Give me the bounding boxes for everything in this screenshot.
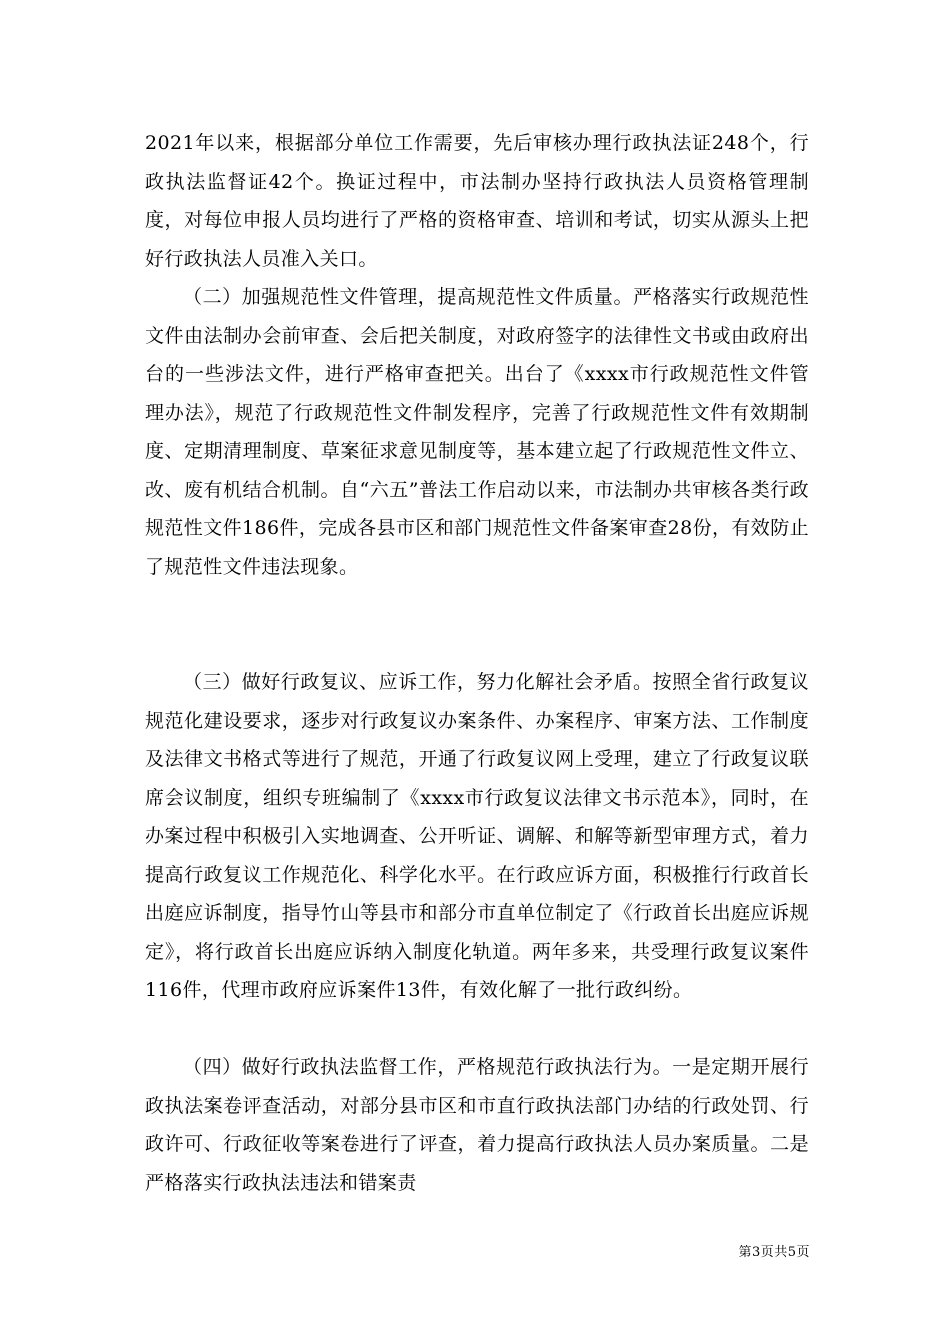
paragraph-section-2: （二）加强规范性文件管理，提高规范性文件质量。严格落实行政规范性文件由法制办会前审查、会后把关制度，对政府签字的法律性文书或由政府出台的一些涉法文件，进行严格审查把关。出台了《xxxx市行政规范性文件管理办法》，规范了行政规范性文件制发程序，完善了行政规范性文件有效期制度、定期清理制度、草案征求意见制度等，基本建立起了行政规范性文件立、改、废有机结合机制。自“六五”普法工作启动以来，市法制办共审核各类行政规范性文件186件，完成各县市区和部门规范性文件备案审查28份，有效防止了规范性文件违法现象。	[145, 286, 809, 578]
paragraph-section-3: （三）做好行政复议、应诉工作，努力化解社会矛盾。按照全省行政复议规范化建设要求，逐步对行政复议办案条件、办案程序、审案方法、工作制度及法律文书格式等进行了规范，开通了行政复议网上受理，建立了行政复议联席会议制度，组织专班编制了《xxxx市行政复议法律文书示范本》，同时，在办案过程中积极引入实地调查、公开听证、调解、和解等新型审理方式，着力提高行政复议工作规范化、科学化水平。在行政应诉方面，积极推行行政首长出庭应诉制度，指导竹山等县市和部分市直单位制定了《行政首长出庭应诉规定》，将行政首长出庭应诉纳入制度化轨道。两年多来，共受理行政复议案件116件，代理市政府应诉案件13件，有效化解了一批行政纠纷。	[145, 671, 809, 1001]
paragraph-continuation: 2021年以来，根据部分单位工作需要，先后审核办理行政执法证248个，行政执法监督证42个。换证过程中，市法制办坚持行政执法人员资格管理制度，对每位申报人员均进行了严格的资格审查、培训和考试，切实从源头上把好行政执法人员准入关口。	[145, 132, 809, 270]
paragraph-section-4: （四）做好行政执法监督工作，严格规范行政执法行为。一是定期开展行政执法案卷评查活动，对部分县市区和市直行政执法部门办结的行政处罚、行政许可、行政征收等案卷进行了评查，着力提高行政执法人员办案质量。二是严格落实行政执法违法和错案责	[145, 1056, 809, 1194]
page-number-footer: 第3页共5页	[738, 1245, 810, 1260]
